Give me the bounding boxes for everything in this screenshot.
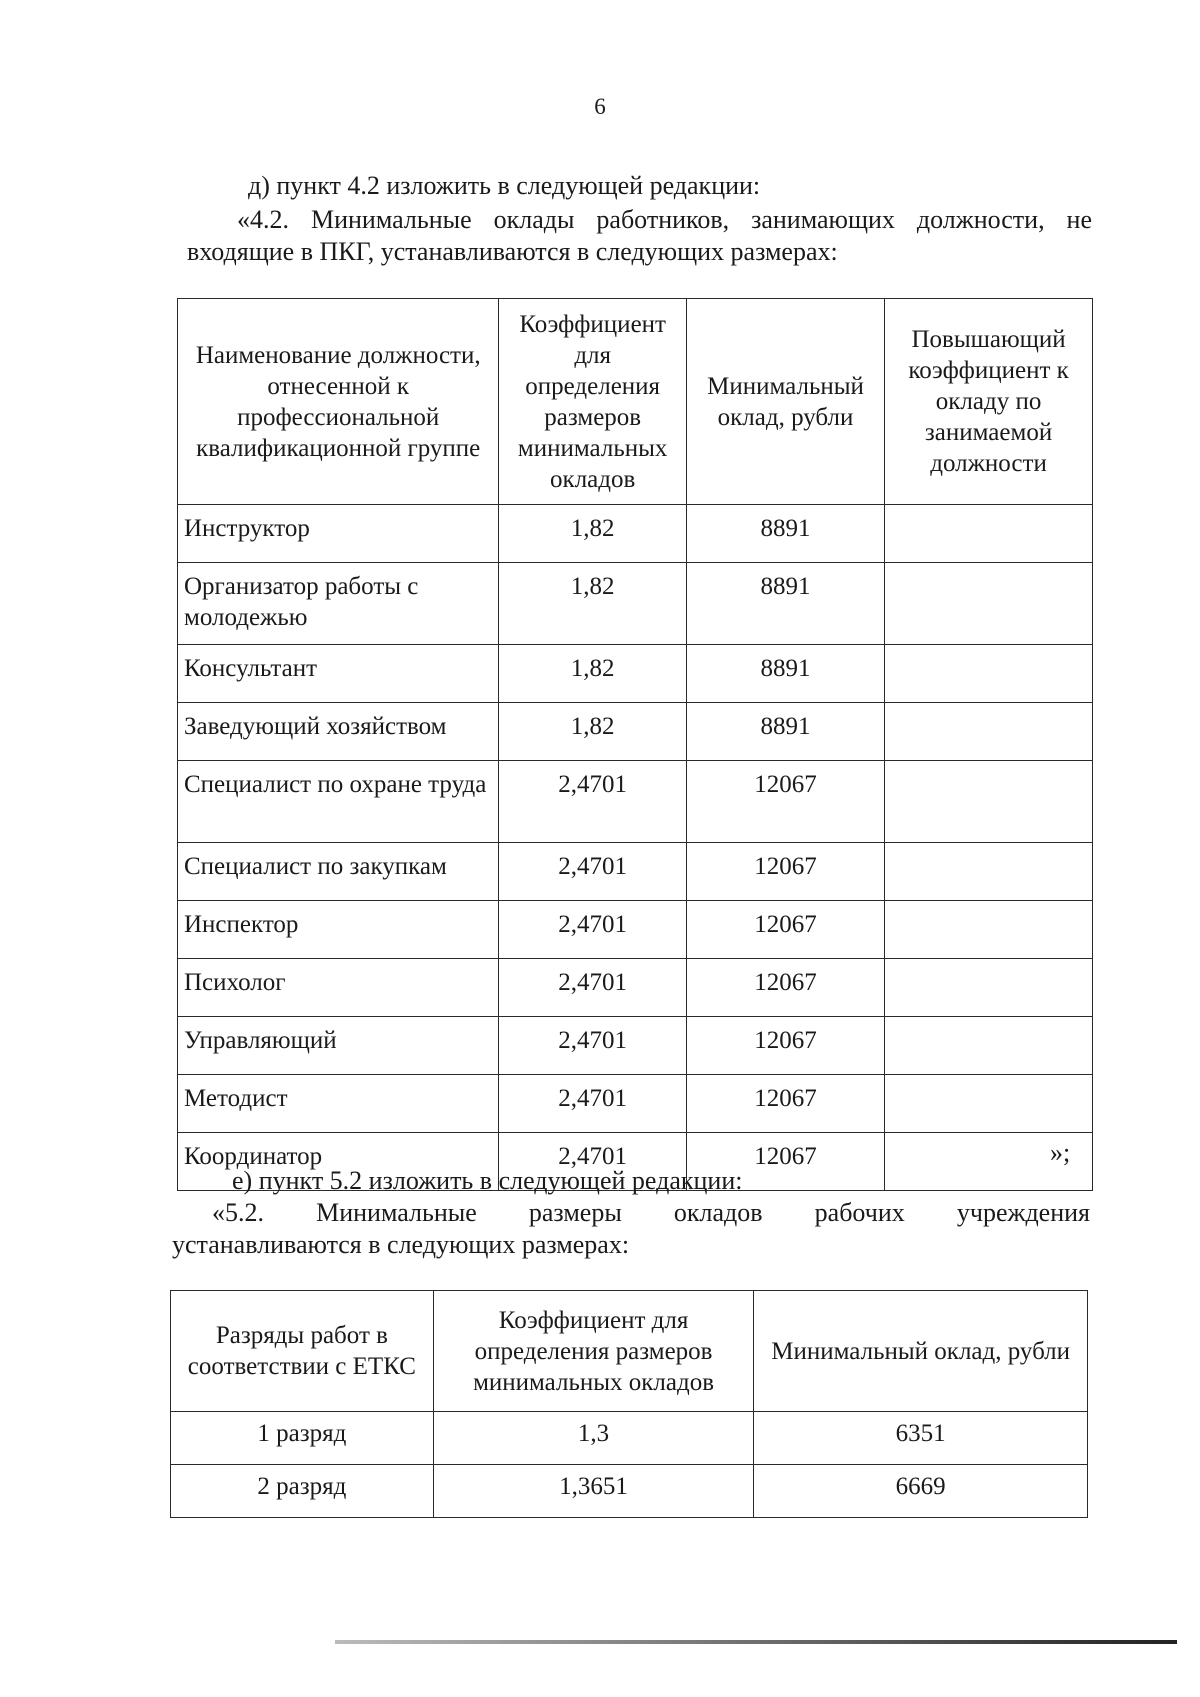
table-row bbox=[178, 703, 1093, 761]
position-name: Специалист по закупкам bbox=[178, 843, 499, 901]
minimal-salary: 8891 bbox=[686, 563, 884, 645]
table-header-row bbox=[178, 299, 1093, 505]
coefficient: 2,4701 bbox=[499, 1133, 687, 1191]
minimal-salary: 12067 bbox=[686, 1075, 884, 1133]
minimal-salary: 12067 bbox=[686, 1017, 884, 1075]
table-row bbox=[178, 1075, 1093, 1133]
table-row bbox=[178, 645, 1093, 703]
header-coefficient: Коэффициент для определения размеров минимальных окладов bbox=[499, 299, 687, 505]
position-name: Специалист по охране труда bbox=[178, 761, 499, 843]
raise-coefficient bbox=[885, 959, 1093, 1017]
raise-coefficient bbox=[885, 563, 1093, 645]
minimal-salary: 12067 bbox=[686, 959, 884, 1017]
coefficient: 2,4701 bbox=[499, 1075, 687, 1133]
section-d-text: «4.2. Минимальные оклады работников, занимающих должности, не входящие в ПКГ, устанавливаются в следующих размерах: bbox=[187, 205, 1092, 266]
table-row bbox=[178, 901, 1093, 959]
coefficient: 1,82 bbox=[499, 703, 687, 761]
position-name: Координатор bbox=[178, 1133, 499, 1191]
table-row bbox=[171, 1412, 1088, 1465]
minimal-salary: 12067 bbox=[686, 843, 884, 901]
minimal-salary: 6669 bbox=[754, 1465, 1088, 1518]
minimal-salary: 12067 bbox=[686, 761, 884, 843]
header-raise-coefficient: Повышающий коэффициент к окладу по занимаемой должности bbox=[885, 299, 1093, 505]
coefficient: 1,3651 bbox=[433, 1465, 754, 1518]
position-name: Инспектор bbox=[178, 901, 499, 959]
coefficient: 1,82 bbox=[499, 505, 687, 563]
header-work-grade: Разряды работ в соответствии с ЕТКС bbox=[171, 1291, 434, 1412]
table-row bbox=[178, 843, 1093, 901]
position-name: Заведующий хозяйством bbox=[178, 703, 499, 761]
position-name: Психолог bbox=[178, 959, 499, 1017]
table-row bbox=[171, 1465, 1088, 1518]
table-row bbox=[178, 761, 1093, 843]
header-position-name: Наименование должности, отнесенной к профессиональной квалификационной группе bbox=[178, 299, 499, 505]
table-row bbox=[178, 959, 1093, 1017]
raise-coefficient bbox=[885, 505, 1093, 563]
raise-coefficient bbox=[885, 1017, 1093, 1075]
raise-coefficient bbox=[885, 703, 1093, 761]
coefficient: 2,4701 bbox=[499, 959, 687, 1017]
header-minimal-salary: Минимальный оклад, рубли bbox=[754, 1291, 1088, 1412]
table-row bbox=[178, 563, 1093, 645]
worker-grades-table bbox=[170, 1290, 1088, 1518]
raise-coefficient bbox=[885, 1075, 1093, 1133]
page-number: 6 bbox=[594, 94, 606, 119]
closing-quote-mark: »; bbox=[1050, 1138, 1071, 1167]
coefficient: 2,4701 bbox=[499, 1017, 687, 1075]
position-name: Методист bbox=[178, 1075, 499, 1133]
coefficient: 2,4701 bbox=[499, 901, 687, 959]
section-e-text-line1: «5.2. Минимальные размеры окладов рабочих учреждения bbox=[212, 1198, 1090, 1227]
position-name: Инструктор bbox=[178, 505, 499, 563]
raise-coefficient bbox=[885, 843, 1093, 901]
table-header-row bbox=[171, 1291, 1088, 1412]
position-name: Управляющий bbox=[178, 1017, 499, 1075]
section-e-text bbox=[172, 1197, 1090, 1261]
work-grade: 2 разряд bbox=[171, 1465, 434, 1518]
position-name: Консультант bbox=[178, 645, 499, 703]
minimal-salary: 8891 bbox=[686, 645, 884, 703]
coefficient: 2,4701 bbox=[499, 761, 687, 843]
coefficient: 1,3 bbox=[433, 1412, 754, 1465]
scan-edge-line bbox=[335, 1640, 1177, 1644]
header-minimal-salary: Минимальный оклад, рубли bbox=[686, 299, 884, 505]
work-grade: 1 разряд bbox=[171, 1412, 434, 1465]
minimal-salary: 12067 bbox=[686, 901, 884, 959]
section-e-heading: е) пункт 5.2 изложить в следующей редакции: bbox=[232, 1166, 743, 1195]
header-coefficient: Коэффициент для определения размеров минимальных окладов bbox=[433, 1291, 754, 1412]
section-d-heading: д) пункт 4.2 изложить в следующей редакции: bbox=[248, 171, 761, 200]
coefficient: 1,82 bbox=[499, 563, 687, 645]
raise-coefficient bbox=[885, 901, 1093, 959]
raise-coefficient bbox=[885, 645, 1093, 703]
table-row bbox=[178, 505, 1093, 563]
raise-coefficient bbox=[885, 761, 1093, 843]
minimal-salary: 12067 bbox=[686, 1133, 884, 1191]
coefficient: 1,82 bbox=[499, 645, 687, 703]
table-row bbox=[178, 1017, 1093, 1075]
positions-salary-table bbox=[177, 298, 1093, 1191]
coefficient: 2,4701 bbox=[499, 843, 687, 901]
minimal-salary: 8891 bbox=[686, 703, 884, 761]
section-e-text-line2: устанавливаются в следующих размерах: bbox=[172, 1230, 630, 1259]
position-name: Организатор работы с молодежью bbox=[178, 563, 499, 645]
minimal-salary: 8891 bbox=[686, 505, 884, 563]
minimal-salary: 6351 bbox=[754, 1412, 1088, 1465]
